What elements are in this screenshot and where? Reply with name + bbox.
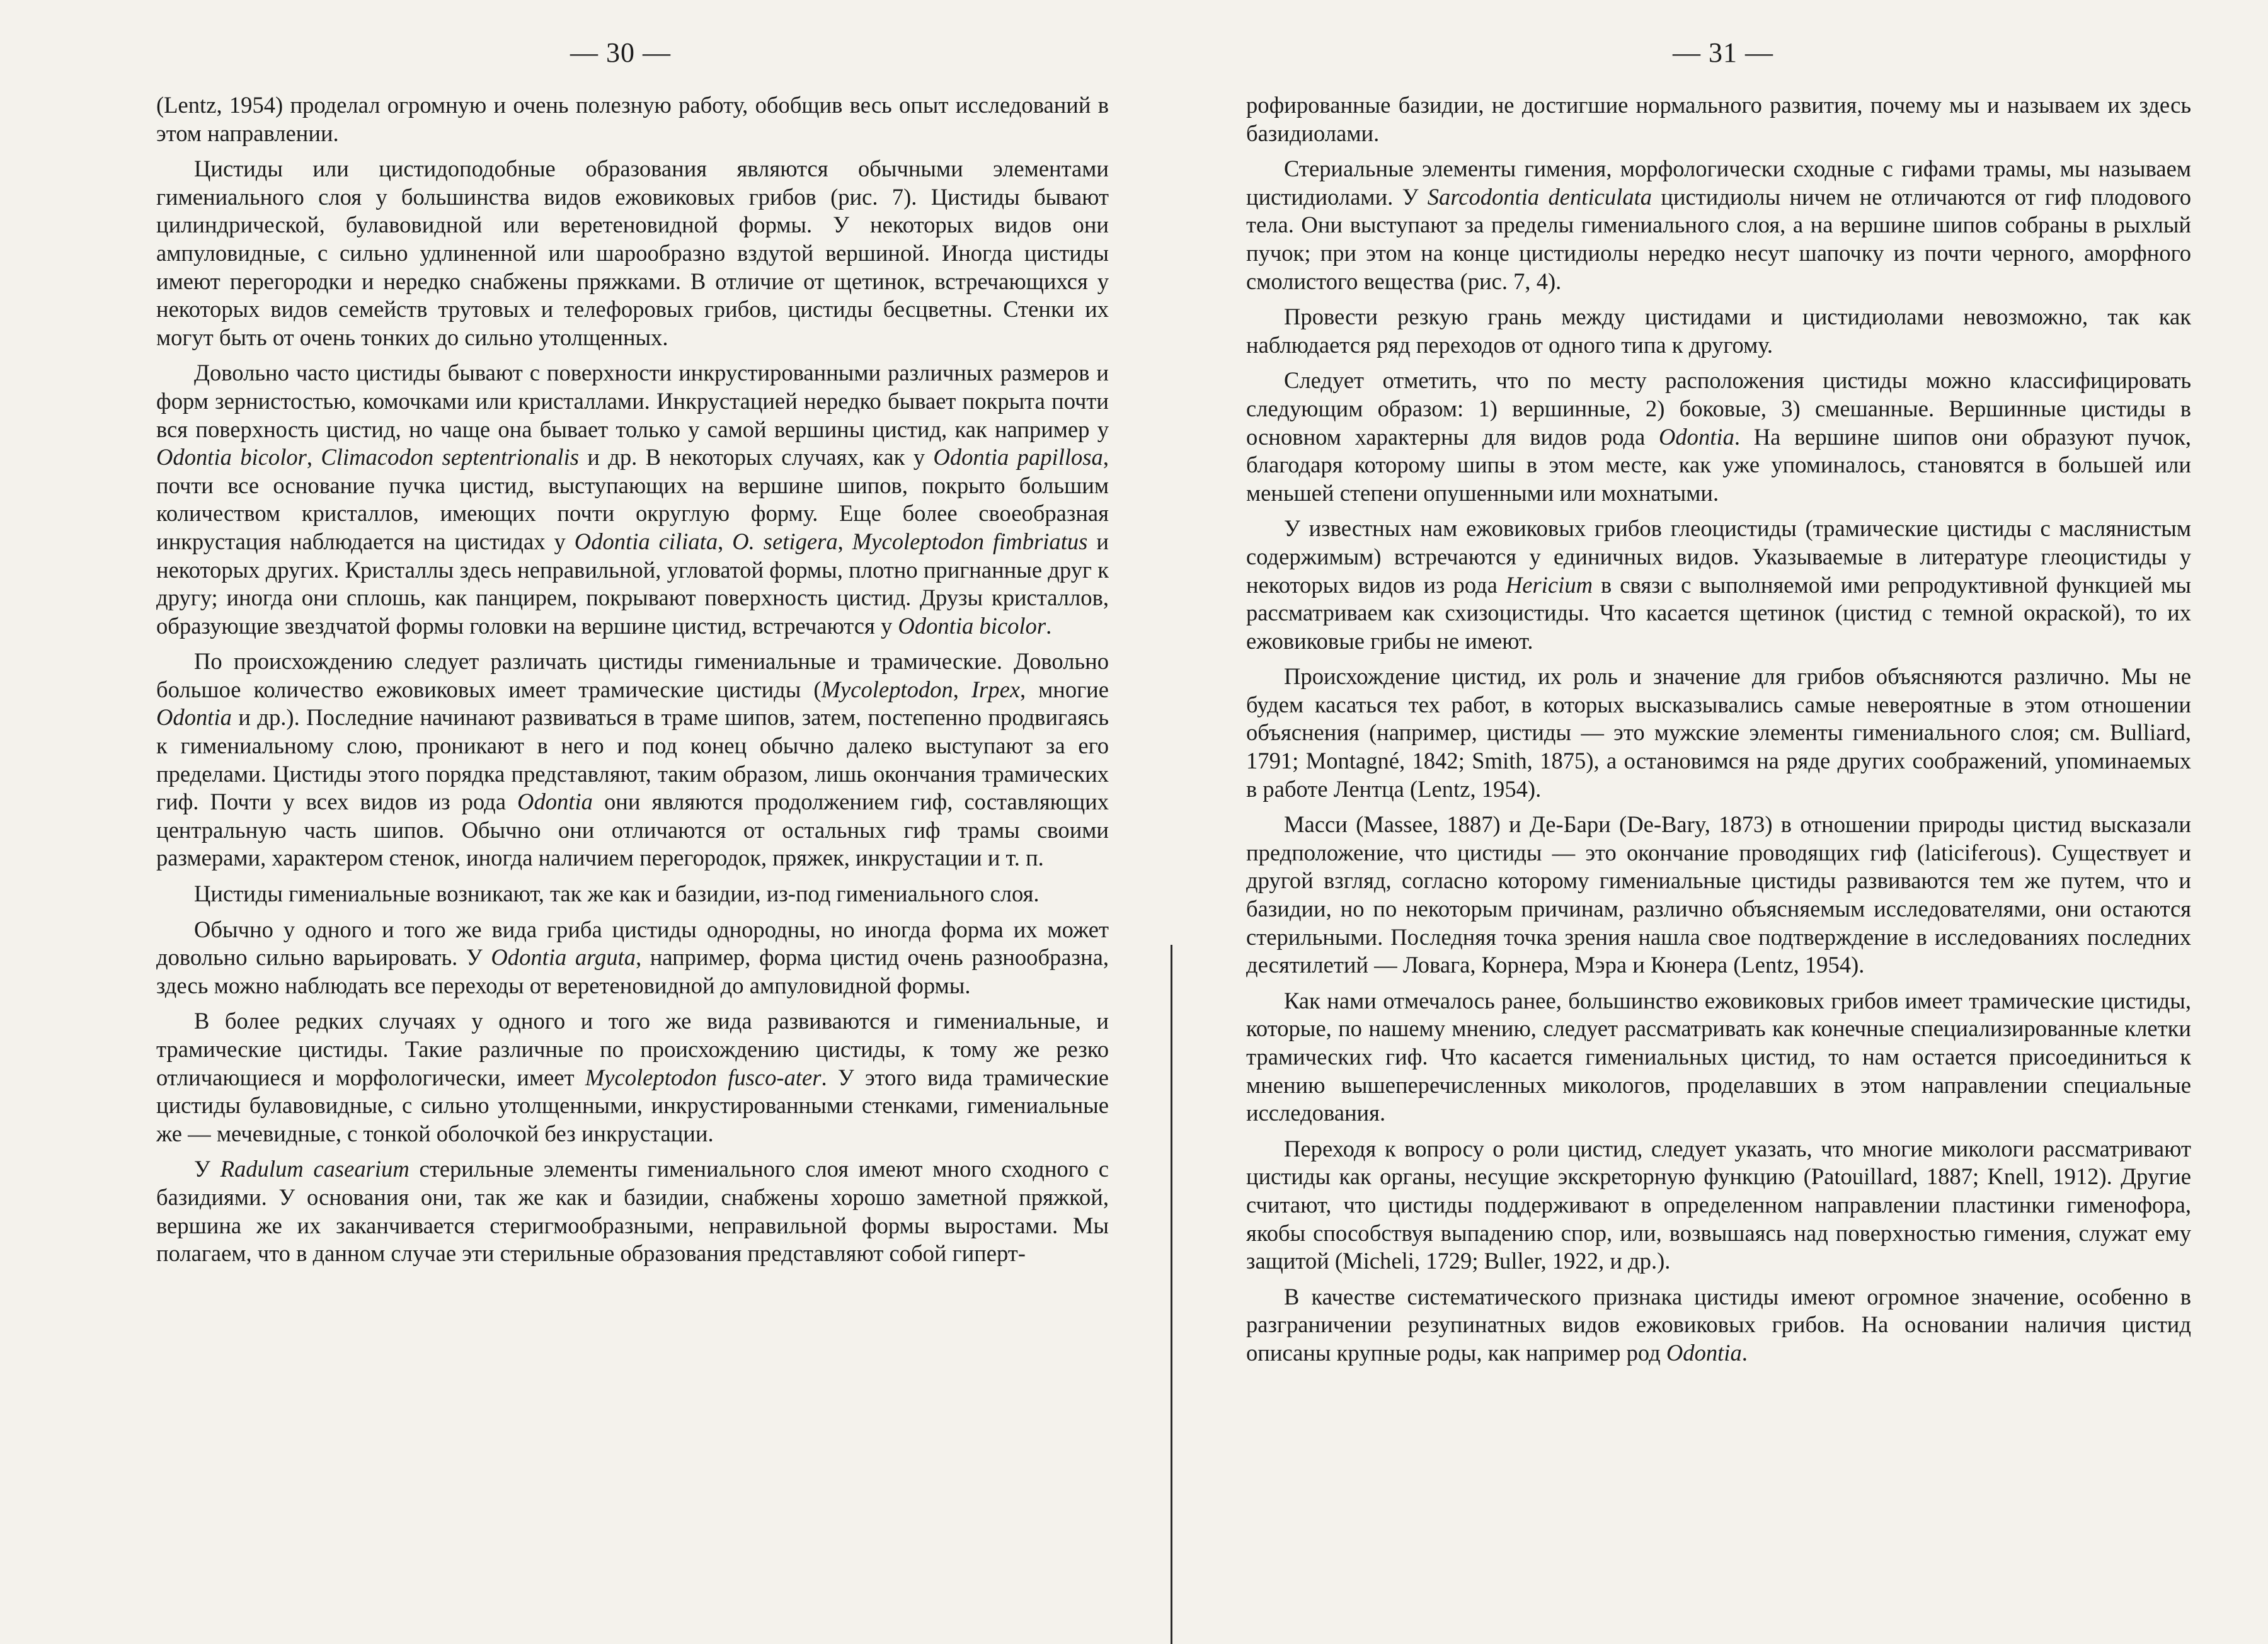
paragraph: Переходя к вопросу о роли цистид, следует указать, что многие микологи рассматривают цистиды как органы, несущие экскреторную функцию (Patouillard, 1887; Knell, 1912). Другие считают, что цистиды поддерживают в определенном направлении пластинки гименофора, якобы способствуя выпадению спор, или, возвышаясь над поверхностью гимения, служат ему защитой (Micheli, 1729; Buller, 1922, и др.). [1246,1135,2191,1274]
paragraph: Следует отметить, что по месту расположения цистиды можно классифицировать следующим образом: 1) вершинные, 2) боковые, 3) смешанные. Вершинные цистиды в основном характерны для видов рода Odontia. На вершине шипов они образуют пучок, благодаря которому шипы в этом месте, как уже упоминалось, становятся в большей или меньшей степени опушенными или мохнатыми. [1246,367,2191,506]
right-page [1172,0,2268,1644]
paragraph: У известных нам ежовиковых грибов глеоцистиды (трамические цистиды с маслянистым содержимым) встречаются у единичных видов. Указываемые в литературе глеоцистиды у некоторых видов из рода Hericium в связи с выполняемой ими репродуктивной функцией мы рассматриваем как схизоцистиды. Что касается щетинок (цистид с темной окраской), то их ежовиковые грибы не имеют. [1246,515,2191,654]
paragraph: Как нами отмечалось ранее, большинство ежовиковых грибов имеет трамические цистиды, которые, по нашему мнению, следует рассматривать как конечные специализированные клетки трамических гиф. Что касается гимениальных цистид, то нам остается присоединиться к мнению вышеперечисленных микологов, проделавших в этом направлении специальные исследования. [1246,987,2191,1126]
paragraph: Довольно часто цистиды бывают с поверхности инкрустированными различных размеров и форм зернистостью, комочками или кристаллами. Инкрустацией нередко бывает покрыта почти вся поверхность цистид, но чаще она бывает только у самой вершины цистид, как например у Odontia bicolor, Climacodon septentrionalis и др. В некоторых случаях, как у Odontia papillosa, почти все основание пучка цистид, выступающих на вершине шипов, покрыто большим количеством кристаллов, имеющих почти округлую форму. Еще более своеобразная инкрустация наблюдается на цистидах у Odontia ciliata, O. setigera, Mycoleptodon fimbriatus и некоторых других. Кристаллы здесь неправильной, угловатой формы, плотно пригнанные друг к другу; иногда они сплошь, как панцирем, покрывают поверхность цистид. Друзы кристаллов, образующие звездчатой формы головки на вершине цистид, встречаются у Odontia bicolor. [156,360,1109,639]
paragraph: В качестве систематического признака цистиды имеют огромное значение, особенно в разграничении резупинатных видов ежовиковых грибов. На основании наличия цистид описаны крупные роды, как например род Odontia. [1246,1283,2191,1366]
paragraph: (Lentz, 1954) проделал огромную и очень полезную работу, обобщив весь опыт исследований в этом направлении. [156,92,1109,146]
page-text [156,91,1109,1268]
paragraph: Цистиды или цистидоподобные образования являются обычными элементами гимениального слоя у большинства видов ежовиковых грибов (рис. 7). Цистиды бывают цилиндрической, булавовидной или веретеновидной формы. У некоторых видов они ампуловидные, с сильно удлиненной или шарообразно вздутой вершиной. Иногда цистиды имеют перегородки и нередко снабжены пряжками. В отличие от щетинок, встречающихся у некоторых видов семейств трутовых и телефоровых грибов, цистиды бесцветны. Стенки их могут быть от очень тонких до сильно утолщенных. [156,156,1109,350]
paragraph: Стериальные элементы гимения, морфологически сходные с гифами трамы, мы называем цистидиолами. У Sarcodontia denticulata цистидиолы ничем не отличаются от гиф плодового тела. Они выступают за пределы гимениального слоя, а на вершине шипов собраны в рыхлый пучок; при этом на конце цистидиолы нередко несут шапочку из почти черного, аморфного смолистого вещества (рис. 7, 4). [1246,156,2192,294]
paragraph: Цистиды гимениальные возникают, так же как и базидии, из-под гимениального слоя. [194,881,1040,907]
paragraph: Провести резкую грань между цистидами и цистидиолами невозможно, так как наблюдается ряд переходов от одного типа к другому. [1246,304,2191,358]
page-text [1246,91,2191,1367]
page-number: — 31 — [1673,37,1773,68]
paragraph: В более редких случаях у одного и того же вида развиваются и гимениальные, и трамические цистиды. Такие различные по происхождению цистиды, к тому же резко отличающиеся и морфологически, имеет Mycoleptodon fusco-ater. У этого вида трамические цистиды булавовидные, с сильно утолщенными, инкрустированными стенками, гимениальные же — мечевидные, с тонкой оболочкой без инкрустации. [156,1008,1109,1146]
paragraph: У Radulum casearium стерильные элементы гимениального слоя имеют много сходного с базидиями. У основания они, так же как и базидии, снабжены хорошо заметной пряжкой, вершина же их заканчивается стеригмообразными, неправильной формы выростами. Мы полагаем, что в данном случае эти стерильные образования представляют собой гиперт- [156,1156,1109,1267]
paragraph: Обычно у одного и того же вида гриба цистиды однородны, но иногда форма их может довольно сильно варьировать. У Odontia arguta, например, форма цистид очень разнообразна, здесь можно наблюдать все переходы от веретеновидной до ампуловидной формы. [156,916,1109,998]
paragraph: Масси (Massee, 1887) и Де-Бари (De-Bary, 1873) в отношении природы цистид высказали предположение, что цистиды — это окончание проводящих гиф (laticiferous). Существует и другой взгляд, согласно которому гимениальные цистиды развиваются тем же путем, что и базидии, но по некоторым причинам, различно объясняемым исследователями, они остаются стерильными. Последняя точка зрения нашла свое подтверждение в исследованиях последних десятилетий — Ловага, Корнера, Мэра и Кюнера (Lentz, 1954). [1246,811,2191,978]
page-number: — 30 — [570,37,671,68]
paragraph: рофированные базидии, не достигшие нормального развития, почему мы и называем их здесь базидиолами. [1246,92,2191,146]
paragraph: Происхождение цистид, их роль и значение для грибов объясняются различно. Мы не будем касаться тех работ, в которых высказывались самые невероятные в этом отношении объяснения (например, цистиды — это мужские элементы гимениального слоя; см. Bulliard, 1791; Montagné, 1842; Smith, 1875), а остановимся на ряде других соображений, упоминаемых в работе Лентца (Lentz, 1954). [1246,663,2191,802]
paragraph: По происхождению следует различать цистиды гимениальные и трамические. Довольно большое количество ежовиковых имеет трамические цистиды (Mycoleptodon, Irpex, многие Odontia и др.). Последние начинают развиваться в траме шипов, затем, постепенно продвигаясь к гимениальному слою, проникают в него и под конец обычно далеко выступают за его пределами. Цистиды этого порядка представляют, таким образом, лишь окончания трамических гиф. Почти у всех видов из рода Odontia они являются продолжением гиф, составляющих центральную часть шипов. Обычно они отличаются от остальных гиф трамы своими размерами, характером стенок, иногда наличием перегородок, пряжек, инкрустации и т. п. [156,648,1109,871]
